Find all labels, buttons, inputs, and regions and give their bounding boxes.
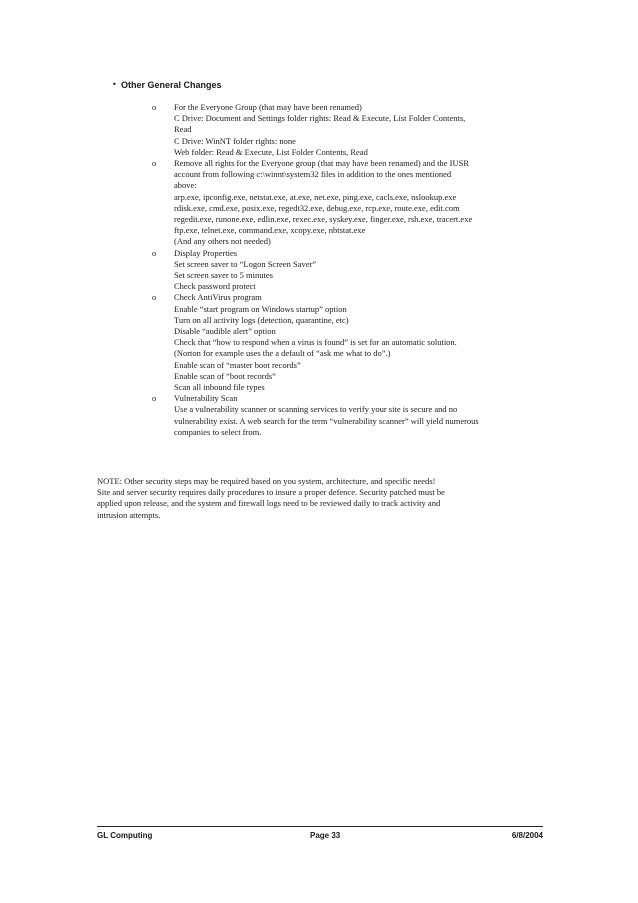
list-item-line: Web folder: Read & Execute, List Folder Contents, Read [174,146,368,157]
list-item-line: (Norton for example uses the a default of “ask me what to do”.) [174,348,391,359]
list-item-line: Set screen saver to 5 minutes [174,270,273,281]
list-item-line: Remove all rights for the Everyone group (that may have been renamed) and the IUSR [174,158,470,169]
list-item-antivirus [152,292,552,393]
list-item-line: ftp.exe, telnet.exe, command.exe, xcopy.exe, nbtstat.exe [174,225,366,236]
list-item-line: Turn on all activity logs (detection, quarantine, etc) [174,314,349,325]
list-marker: o [152,158,157,169]
section-bullet: • [112,80,117,89]
list-item-line: Display Properties [174,247,238,258]
list-item-line: Enable scan of “boot records” [174,370,276,381]
list-item-line: arp.exe, ipconfig.exe, netstat.exe, at.exe, net.exe, ping.exe, cacls.exe, nslookup.exe [174,191,457,202]
list-item-line: Disable “audible alert” option [174,326,276,337]
footer-divider [97,826,543,827]
list-item-line: Use a vulnerability scanner or scanning services to verify your site is secure and no [174,404,458,415]
list-item-line: regedit.exe, runone.exe, edlin.exe, rexec.exe, syskey.exe, finger.exe, rsh.exe, tracert.exe [174,214,473,225]
list-item-line: C Drive: WinNT folder rights: none [174,135,296,146]
list-item-line: C Drive: Document and Settings folder rights: Read & Execute, List Folder Contents, [174,113,466,124]
list-item-line: For the Everyone Group (that may have been renamed) [174,102,362,112]
list-item-vulnerability-scan [152,393,552,438]
list-marker: o [152,247,157,258]
list-item-line: Scan all inbound file types [174,382,265,393]
list-item-line: Check password protect [174,281,256,292]
list-marker: o [152,102,157,112]
list-item-line: above: [174,180,197,191]
footer-company: GL Computing [97,831,153,840]
list-item-line: (And any others not needed) [174,236,271,247]
list-item-line: account from following c:\winnt\system32 files in addition to the ones mentioned [174,169,452,180]
note-line: applied upon release, and the system and firewall logs need to be reviewed daily to track activity and [97,498,441,509]
list-item-line: Enable “start program on Windows startup” option [174,303,347,314]
list-marker: o [152,393,157,404]
list-item-remove-rights [152,158,552,248]
note-paragraph [97,476,547,521]
changes-list [152,102,552,438]
section-title: Other General Changes [121,80,222,90]
footer-page-number: Page 33 [310,831,341,840]
list-item-line: companies to select from. [174,426,262,437]
list-item-line: Check AntiVirus program [174,292,262,303]
footer-date: 6/8/2004 [511,831,543,840]
note-line: Site and server security requires daily procedures to insure a proper defence. Security patched must be [97,487,445,498]
list-item-line: Set screen saver to “Logon Screen Saver” [174,258,317,269]
list-item-line: vulnerability exist. A web search for the term “vulnerability scanner” will yield numerous [174,415,479,426]
list-marker: o [152,292,157,303]
list-item-display-properties [152,248,552,293]
list-item-everyone-group [152,102,552,158]
list-item-line: rdisk.exe, cmd.exe, posix.exe, regedt32.exe, debug.exe, rcp.exe, route.exe, edit.com [174,202,460,213]
list-item-line: Check that “how to respond when a virus is found” is set for an automatic solution. [174,337,457,348]
note-line: intrusion attempts. [97,509,161,520]
list-item-line: Enable scan of “master boot records” [174,359,301,370]
list-item-line: Read [174,124,192,135]
list-item-line: Vulnerability Scan [174,393,238,404]
note-line: NOTE: Other security steps may be required based on you system, architecture, and specific needs! [97,476,436,486]
